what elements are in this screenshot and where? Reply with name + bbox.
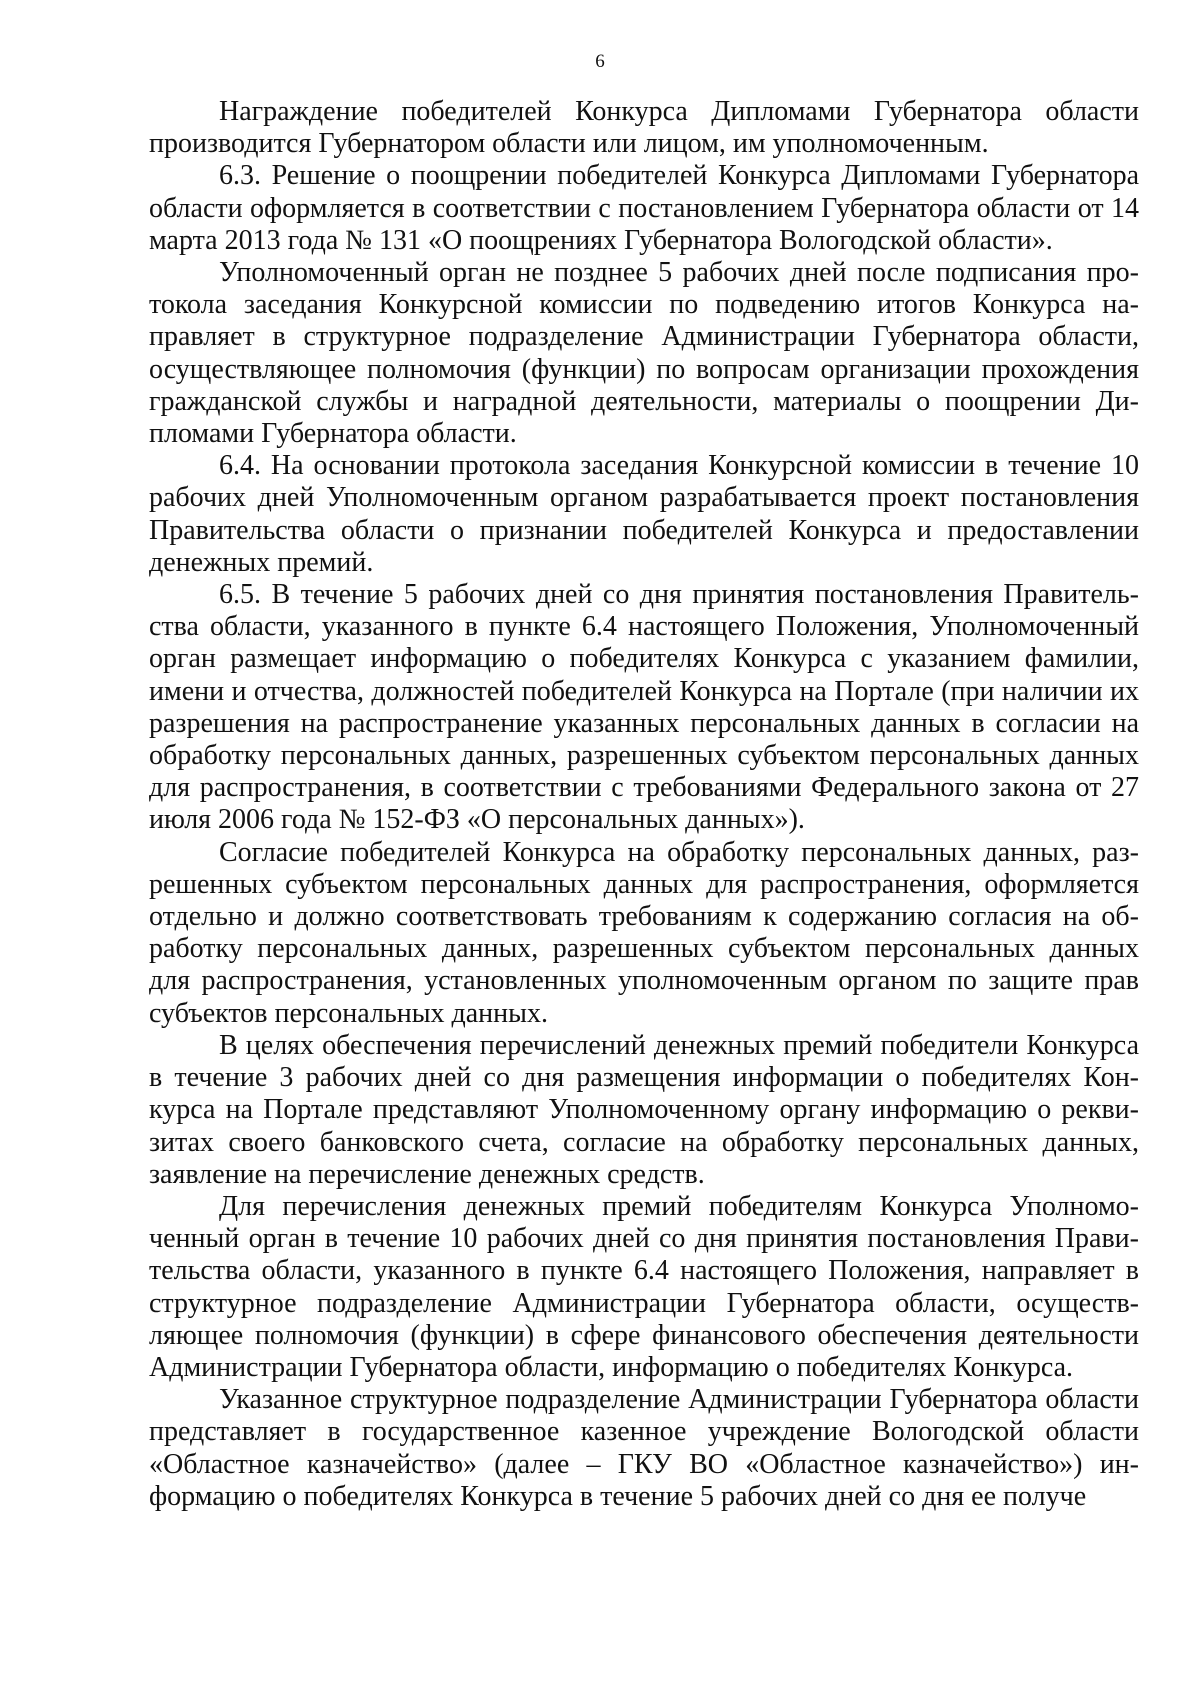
paragraph-treasury-information: Указанное структурное подразделение Администрации Губернатора области представляет в государственное казенное учреждение Вологодской области «Областное казначейство» (далее – ГКУ ВО «Областное казначейство») информацию о победителях Конкурса в течение 5 рабочих дней со дня ее получе [149,1384,1139,1512]
page-number: 6 [595,51,605,72]
paragraph-6-4: 6.4. На основании протокола заседания Конкурсной комиссии в течение 10 рабочих дней Уполномоченным органом разрабатывается проект постановления Правительства области о признании победителей Конкурса и предоставлении денежных премий. [149,450,1139,578]
paragraph-bank-details: В целях обеспечения перечислений денежных премий победители Конкурса в течение 3 рабочих дней со дня размещения информации о победителях Конкурса на Портале представляют Уполномоченному органу информацию о реквизитах своего банковского счета, согласие на обработку персональных данных, заявление на перечисление денежных средств. [149,1029,1139,1190]
paragraph-transfer-information: Для перечисления денежных премий победителям Конкурса Уполномоченный орган в течение 10 рабочих дней со дня принятия постановления Правительства области, указанного в пункте 6.4 настоящего Положения, направляет в структурное подразделение Администрации Губернатора области, осуществляющее полномочия (функции) в сфере финансового обеспечения деятельности Администрации Губернатора области, информацию о победителях Конкурса. [149,1190,1139,1383]
paragraph-consent: Согласие победителей Конкурса на обработку персональных данных, разрешенных субъектом персональных данных для распространения, оформляется отдельно и должно соответствовать требованиям к содержанию согласия на обработку персональных данных, разрешенных субъектом персональных данных для распространения, установленных уполномоченным органом по защите прав субъектов персональных данных. [149,836,1139,1029]
paragraph-6-5: 6.5. В течение 5 рабочих дней со дня принятия постановления Правительства области, указанного в пункте 6.4 настоящего Положения, Уполномоченный орган размещает информацию о победителях Конкурса с указанием фамилии, имени и отчества, должностей победителей Конкурса на Портале (при наличии их разрешения на распространение указанных персональных данных в согласии на обработку персональных данных, разрешенных субъектом персональных данных для распространения, в соответствии с требованиями Федерального закона от 27 июля 2006 года № 152-ФЗ «О персональных данных»). [149,579,1139,836]
paragraph-authorized-body-materials: Уполномоченный орган не позднее 5 рабочих дней после подписания протокола заседания Конкурсной комиссии по подведению итогов Конкурса направляет в структурное подразделение Администрации Губернатора области, осуществляющее полномочия (функции) по вопросам организации прохождения гражданской службы и наградной деятельности, материалы о поощрении Дипломами Губернатора области. [149,257,1139,450]
paragraph-6-3: 6.3. Решение о поощрении победителей Конкурса Дипломами Губернатора области оформляется в соответствии с постановлением Губернатора области от 14 марта 2013 года № 131 «О поощрениях Губернатора Вологодской области». [149,160,1139,256]
document-body [149,96,1139,1513]
paragraph-award-ceremony: Награждение победителей Конкурса Дипломами Губернатора области производится Губернатором области или лицом, им уполномоченным. [149,96,1139,160]
